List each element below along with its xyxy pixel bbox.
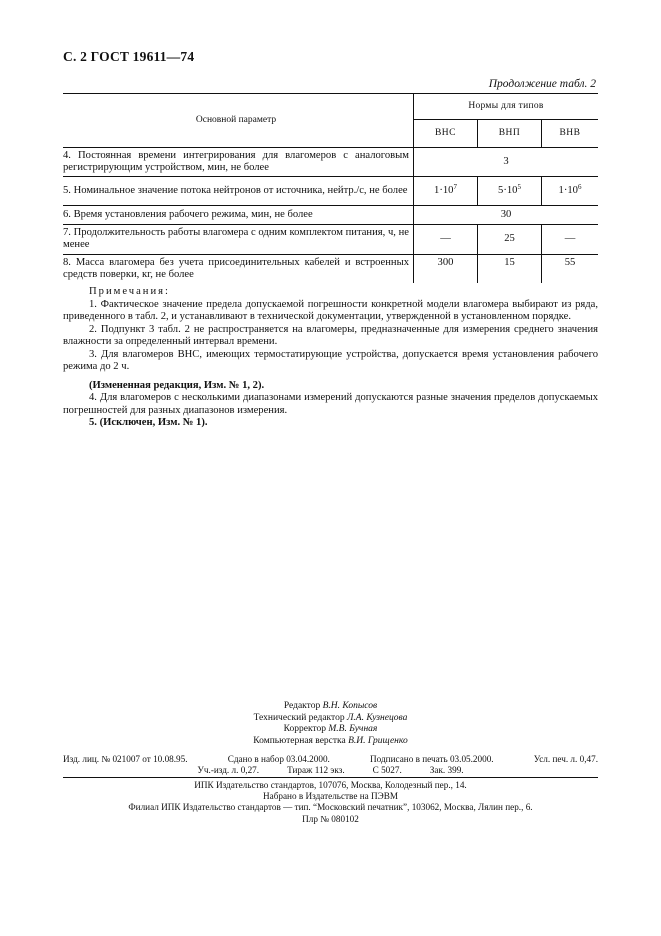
table-cell: 25 [478,224,542,254]
page-header: С. 2 ГОСТ 19611—74 [63,49,195,64]
paragraph-5: 5. (Исключен, Изм. № 1). [89,417,208,428]
note-3: 3. Для влагомеров ВНС, имеющих термостатирующие устройства, допускается время установления рабочего режима до 2 ч. [63,348,598,372]
type-header: ВНС [414,120,478,148]
table-cell: 15 [478,254,542,283]
license: Изд. лиц. № 021007 от 10.08.95. [63,754,188,764]
notes-section [63,286,598,430]
publication-info [63,754,598,776]
pub-sheets: Уч.-изд. л. 0,27. [197,765,260,776]
table-cell: 300 [414,254,478,283]
paragraph-4: 4. Для влагомеров с несколькими диапазонами измерений допускаются разные значения пределов допускаемых погрешностей для разных диапазонов измерения. [63,392,598,416]
print-run: Тираж 112 экз. [287,765,345,776]
table-cell: — [542,224,599,254]
divider [63,777,598,778]
table-cell: 30 [414,205,599,224]
type-header: ВНВ [542,120,599,148]
table-cell: — [414,224,478,254]
table-continuation-label: Продолжение табл. 2 [488,78,596,90]
table-row-param: 6. Время установления рабочего режима, мин, не более [63,205,414,224]
signed-date: Подписано в печать 03.05.2000. [370,754,494,764]
imprint-block [0,780,661,825]
imprint-line: Набрано в Издательстве на ПЭВМ [262,791,399,802]
table-cell: 55 [542,254,599,283]
imprint-line: Филиал ИПК Издательство стандартов — тип. “Московский печатник”, 103062, Москва, Лялин пер., 6. [128,802,533,813]
table-cell: 3 [414,148,599,177]
corrector-name: М.В. Бучная [328,724,378,735]
parameters-table [63,93,598,283]
table-cell: $1\cdot 10^7$ [414,176,478,205]
table-cell: $5\cdot 10^5$ [478,176,542,205]
tech-editor-name: Л.А. Кузнецова [346,712,408,723]
type-header: ВНП [478,120,542,148]
table-row-param: 7. Продолжительность работы влагомера с одним комплектом питания, ч, не менее [63,224,414,254]
pub-code: С 5027. [372,765,402,776]
print-sheets: Усл. печ. л. 0,47. [533,754,598,764]
table-row-param: 8. Масса влагомера без учета присоединительных кабелей и встроенных средств поверки, кг, не более [63,254,414,283]
table-row-param: 4. Постоянная времени интегрирования для влагомеров с аналоговым регистрирующим устройством, мин, не более [63,148,414,177]
note-1: 1. Фактическое значение предела допускаемой погрешности конкретной модели влагомера выбирают из ряда, приведенного в табл. 2, и устанавливают в технической документации, утвержденной в установленном порядке. [63,298,598,322]
notes-heading: Примечания: [89,286,170,297]
order-number: Зак. 399. [429,765,464,776]
note-2: 2. Подпункт 3 табл. 2 не распространяется на влагомеры, предназначенные для измерения среднего значения влажности за определенный интервал времени. [63,323,598,347]
param-column-header: Основной параметр [63,94,414,148]
imprint-line: Плр № 080102 [302,813,359,824]
amendment-note: (Измененная редакция, Изм. № 1, 2). [89,379,265,391]
credits-block: Редактор В.Н. Копысов Технический редактор Л.А. Кузнецова Корректор М.В. Бучная Компьютерная верстка В.И. Грищенко [253,701,408,746]
table-row-param: 5. Номинальное значение потока нейтронов от источника, нейтр./с, не более [63,176,414,205]
submitted-date: Сдано в набор 03.04.2000. [227,754,330,764]
norms-column-header: Нормы для типов [414,94,599,120]
table-cell: $1\cdot 10^6$ [542,176,599,205]
imprint-line: ИПК Издательство стандартов, 107076, Москва, Колодезный пер., 14. [194,780,467,790]
editor-name: В.Н. Копысов [322,701,378,711]
layout-name: В.И. Грищенко [348,735,408,746]
